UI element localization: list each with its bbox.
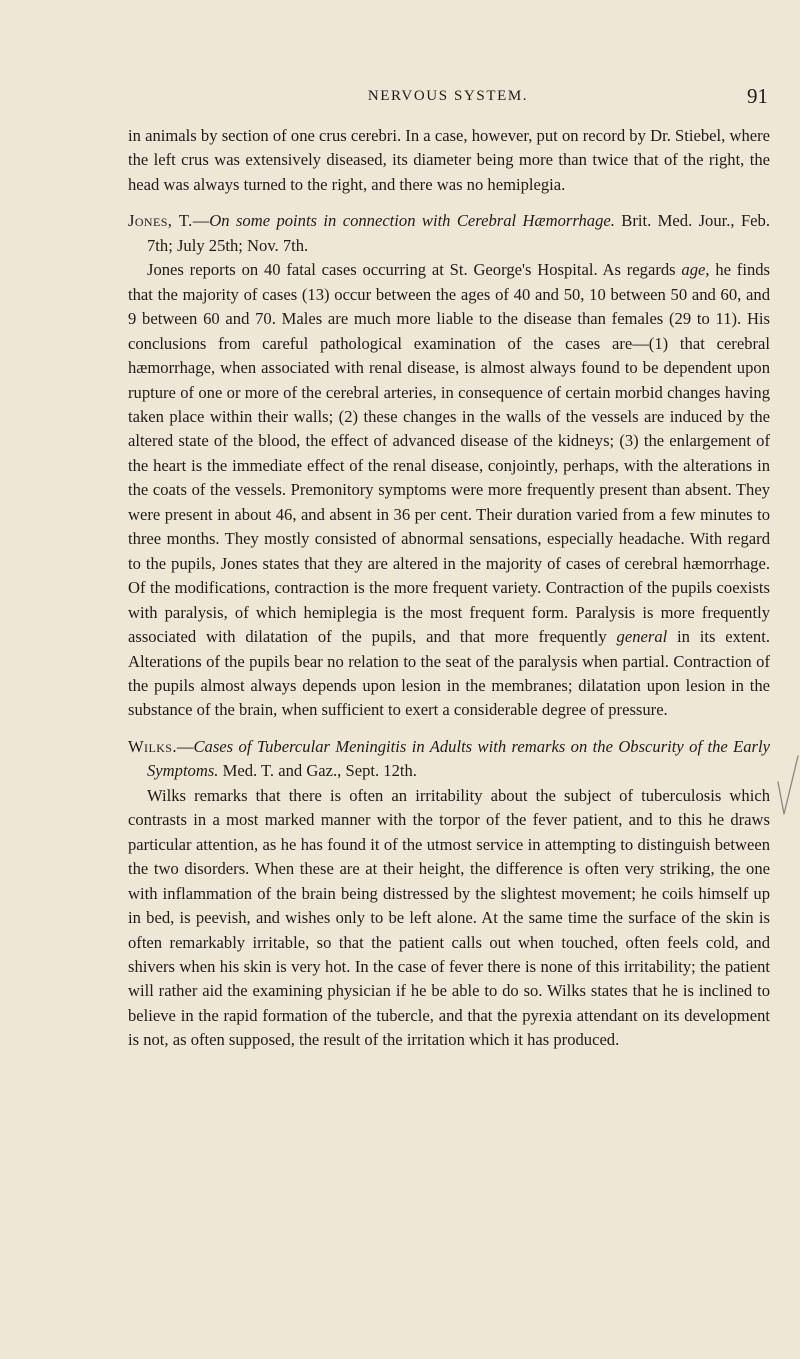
entry-wilks-body bbox=[128, 784, 770, 1053]
entry-citation: Brit. Med. Jour., Feb. 7th; July 25th; Nov. 7th. bbox=[147, 211, 770, 255]
body-text bbox=[128, 124, 770, 1053]
continued-paragraph: in animals by section of one crus cerebri. In a case, however, put on record by Dr. Stiebel, where the left crus was extensively diseased, its diameter being more than twice that of the right, the head was always turned to the right, and there was no hemiplegia. bbox=[128, 126, 770, 194]
body-text-run: Jones reports on 40 fatal cases occurring at St. George's Hospital. As regards bbox=[147, 260, 682, 280]
body-emphasis: general bbox=[616, 627, 668, 647]
page-number: 91 bbox=[747, 84, 768, 108]
entry-dash: — bbox=[176, 736, 194, 756]
entry-jones-heading bbox=[128, 209, 770, 258]
entry-author: Jones, T. bbox=[128, 211, 193, 231]
body-text-run: in its extent. Alterations of the pupils bear no relation to the seat of the paralysis when partial. Contraction of the pupils almost always depends upon lesion in the membranes; dilatation upon lesion in the substance of the brain, when sufficient to exert a considerable degree of pressure. bbox=[128, 627, 770, 720]
pencil-tick-mark bbox=[776, 752, 800, 822]
entry-wilks-heading bbox=[128, 735, 770, 784]
entry-title: On some points in connection with Cerebral Hæmorrhage. bbox=[209, 211, 615, 231]
entry-citation: Med. T. and Gaz., Sept. 12th. bbox=[218, 761, 417, 781]
body-emphasis: age bbox=[681, 260, 706, 280]
entry-jones-body bbox=[128, 258, 770, 723]
entry-author: Wilks. bbox=[128, 736, 177, 756]
running-title: NERVOUS SYSTEM. bbox=[367, 88, 529, 104]
body-text-run: , he finds that the majority of cases (13) occur between the ages of 40 and 50, 10 between 50 and 60, and 9 between 60 and 70. Males are much more liable to the disease than females (29 to 11). His conclusions from careful pathological examination of the cases are—(1) that cerebral hæmorrhage, when associated with renal disease, is almost always found to be dependent upon rupture of one or more of the cerebral arteries, in consequence of certain morbid changes having taken place within their walls; (2) these changes in the walls of the vessels are induced by the altered state of the blood, the effect of advanced disease of the kidneys; (3) the enlargement of the heart is the immediate effect of the renal disease, conjointly, perhaps, with the alterations in the coats of the vessels. Premonitory symptoms were more frequently present than absent. They were present in about 46, and absent in 36 per cent. Their duration varied from a few minutes to three months. They mostly consisted of abnormal sensations, especially headache. With regard to the pupils, Jones states that they are altered in the majority of cases of cerebral hæmorrhage. Of the modifications, contraction is the more frequent variety. Contraction of the pupils coexists with paralysis, of which hemiplegia is the most frequent form. Paralysis is more frequently associated with dilatation of the pupils, and that more frequently bbox=[128, 260, 770, 647]
entry-dash: — bbox=[192, 211, 210, 231]
entry-title: Cases of Tubercular Meningitis in Adults with remarks on the Obscurity of the Early Symptoms. bbox=[147, 736, 770, 781]
body-text-run: Wilks remarks that there is often an irritability about the subject of tuberculosis which contrasts in a most marked manner with the torpor of the fever patient, and to this he draws particular attention, as he has found it of the utmost service in attempting to distinguish between the two disorders. When these are at their height, the difference is often very striking, the one with inflammation of the brain being distressed by the slightest movement; he coils himself up in bed, is peevish, and wishes only to be left alone. At the same time the surface of the skin is often remarkably irritable, so that the patient calls out when touched, often feels cold, and shivers when his skin is very hot. In the case of fever there is none of this irritability; the patient will rather aid the examining physician if he be able to do so. Wilks states that he is inclined to believe in the rapid formation of the tubercle, and that the pyrexia attendant on its development is not, as often supposed, the result of the irritation which it has produced. bbox=[128, 785, 770, 1050]
running-head bbox=[128, 84, 768, 112]
